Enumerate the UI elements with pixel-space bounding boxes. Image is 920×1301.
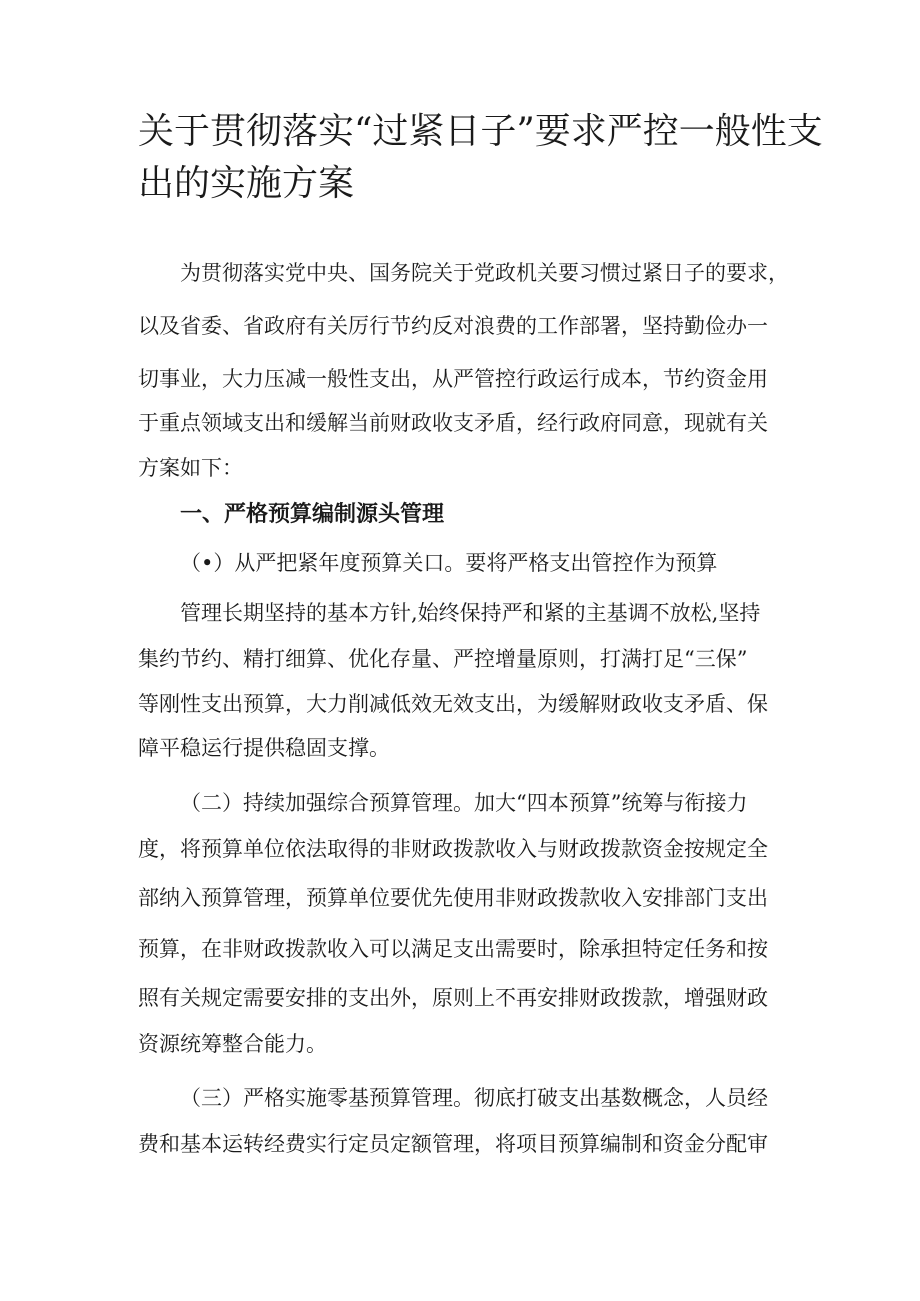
para2-line-6: 资源统筹整合能力。 xyxy=(138,1032,327,1056)
intro-line-1: 为贯彻落实党中央、国务院关于党政机关要习惯过紧日子的要求， xyxy=(180,261,789,285)
title-line-2: 出的实施方案 xyxy=(138,163,355,204)
intro-line-3: 切事业，大力压减一般性支出，从严管控行政运行成本，节约资金用 xyxy=(138,367,768,391)
para1-line-3: 集约节约、精打细算、优化存量、严控增量原则，打满打足“三保” xyxy=(138,647,748,671)
title-line-1: 关于贯彻落实“过紧日子”要求严控一般性支 xyxy=(138,111,823,152)
para1-line-2: 管理长期坚持的基本方针,始终保持严和紧的主基调不放松,坚持 xyxy=(180,601,761,625)
para2-line-4: 预算，在非财政拨款收入可以满足支出需要时，除承担特定任务和按 xyxy=(138,937,768,961)
para1-line-1: （•）从严把紧年度预算关口。要将严格支出管控作为预算 xyxy=(180,551,718,575)
para3-line-2: 费和基本运转经费实行定员定额管理，将项目预算编制和资金分配审 xyxy=(138,1132,768,1156)
para2-line-2: 度，将预算单位依法取得的非财政拨款收入与财政拨款资金按规定全 xyxy=(138,837,768,861)
section-heading-1: 一、严格预算编制源头管理 xyxy=(180,502,445,527)
para2-line-1: （二）持续加强综合预算管理。加大“四本预算”统筹与衔接力 xyxy=(180,791,748,815)
para2-line-3: 部纳入预算管理，预算单位要优先使用非财政拨款收入安排部门支出 xyxy=(138,886,768,910)
para1-line-5: 障平稳运行提供稳固支撑。 xyxy=(138,736,390,760)
intro-line-5: 方案如下： xyxy=(138,456,243,480)
document-title xyxy=(138,106,823,210)
intro-line-2: 以及省委、省政府有关厉行节约反对浪费的工作部署，坚持勤俭办一 xyxy=(138,314,768,338)
para1-line-4: 等刚性支出预算，大力削减低效无效支出，为缓解财政收支矛盾、保 xyxy=(138,692,768,716)
intro-line-4: 于重点领域支出和缓解当前财政收支矛盾，经行政府同意，现就有关 xyxy=(138,411,768,435)
para3-line-1: （三）严格实施零基预算管理。彻底打破支出基数概念，人员经 xyxy=(180,1086,768,1110)
para2-line-5: 照有关规定需要安排的支出外，原则上不再安排财政拨款，增强财政 xyxy=(138,986,768,1010)
